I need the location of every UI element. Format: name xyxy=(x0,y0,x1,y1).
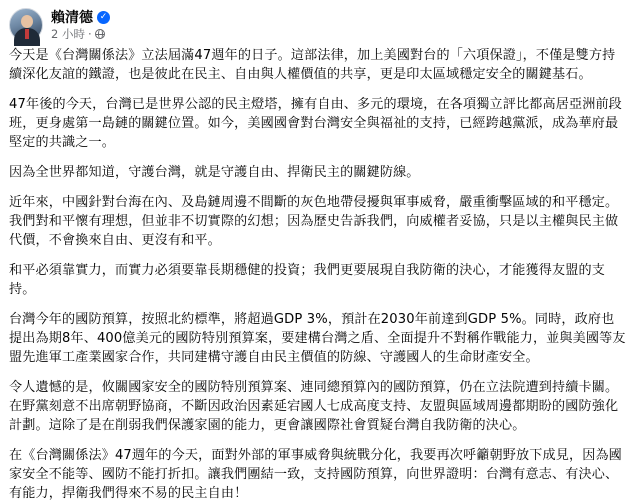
post-paragraph: 令人遺憾的是，攸關國家安全的國防特別預算案、連同總預算內的國防預算，仍在立法院遭到持續卡關。在野黨刻意不出席朝野協商，不斷因政治因素延宕國人七成高度支持、友盟與區域周邊都期盼的國防強化計劃。這除了是在削弱我們保護家園的能力，更會讓國際社會質疑台灣自我防衛的決心。 xyxy=(9,379,619,434)
meta-separator: · xyxy=(87,27,92,41)
post-paragraph: 台灣今年的國防預算，按照北約標準，將超過GDP 3%，預計在2030年前達到GDP 5%。同時，政府也提出為期8年、400億美元的國防特別預算案，要建構台灣之盾、全面提升不對稱作戰能力，並與美國等友盟先進軍工產業國家合作，共同建構守護自由民主價值的防線、守護國人的生命財產安全。 xyxy=(9,311,626,366)
author-meta xyxy=(51,8,110,42)
author-name[interactable]: 賴清德 xyxy=(51,10,93,26)
post-timestamp[interactable]: 2 小時 xyxy=(51,27,85,41)
post-paragraph: 和平必須靠實力，而實力必須要靠長期穩健的投資；我們更要展現自我防衛的決心，才能獲得友盟的支持。 xyxy=(9,262,605,298)
post-header xyxy=(9,0,626,46)
post-paragraph: 因為全世界都知道，守護台灣，就是守護自由、捍衛民主的關鍵防線。 xyxy=(9,165,420,181)
globe-icon[interactable] xyxy=(95,29,105,39)
post-paragraph: 在《台灣關係法》47週年的今天，面對外部的軍事威脅與統戰分化，我要再次呼籲朝野放下成見，因為國家安全不能等、國防不能打折扣。讓我們團結一致，支持國防預算，向世界證明：台灣有意志、有決心、有能力，捍衛我們得來不易的民主自由！ xyxy=(9,447,622,502)
verified-badge-icon: ✓ xyxy=(97,11,110,24)
post-paragraph: 47年後的今天，台灣已是世界公認的民主燈塔，擁有自由、多元的環境，在各項獨立評比都高居亞洲前段班，更身處第一島鏈的關鍵位置。如今，美國國會對台灣安全與福祉的支持，已經跨越黨派，成為華府最堅定的共識之一。 xyxy=(9,96,622,151)
post-body xyxy=(9,46,626,504)
author-avatar[interactable] xyxy=(9,8,43,42)
post-paragraph: 今天是《台灣關係法》立法屆滿47週年的日子。這部法律，加上美國對台的「六項保證」，不僅是雙方持續深化友誼的鐵證，也是彼此在民主、自由與人權價值的共享，更是印太區域穩定安全的關鍵基石。 xyxy=(9,48,616,83)
post-paragraph: 近年來，中國針對台海在內、及島鏈周邊不間斷的灰色地帶侵擾與軍事威脅，嚴重衝擊區域的和平穩定。我們對和平懷有理想，但並非不切實際的幻想；因為歷史告訴我們，向威權者妥協，只是以主權與民主做代價，不會換來自由、更沒有和平。 xyxy=(9,194,619,249)
